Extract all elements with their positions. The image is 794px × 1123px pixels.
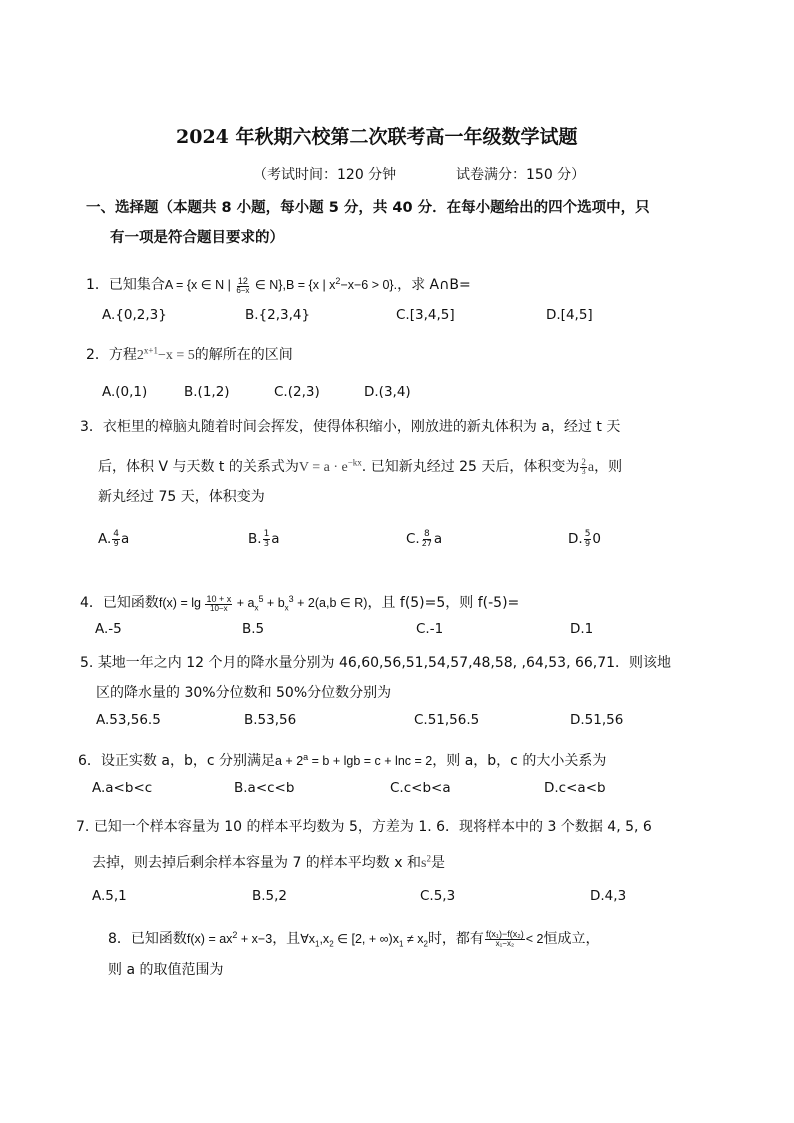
option-a: A.5,1 — [92, 888, 127, 904]
question-8-line2: 则 a 的取值范围为 — [108, 962, 224, 978]
option-d: D.51,56 — [570, 712, 624, 728]
option-d: D. $\frac{5}{9}$ 0 — [568, 529, 602, 548]
option-c: C.[3,4,5] — [396, 307, 455, 323]
question-5-line2: 区的降水量的 30%分位数和 50%分位数分别为 — [96, 685, 392, 701]
full-score: 试卷满分：150 分） — [456, 167, 586, 183]
option-c: C.51,56.5 — [414, 712, 480, 728]
option-b: B.a<c<b — [234, 780, 295, 796]
page-title: 2024 年秋期六校第二次联考高一年级数学试题 — [176, 126, 578, 148]
question-1 — [86, 274, 471, 295]
question-3-line3: 新丸经过 75 天，体积变为 — [98, 489, 265, 505]
option-c: C. $\frac{8}{27}$ a — [406, 529, 443, 548]
section-heading: 一、选择题（本题共 8 小题，每小题 5 分，共 40 分．在每小题给出的四个选项中，只 — [86, 200, 650, 216]
option-a: A.a<b<c — [92, 780, 153, 796]
exam-time: （考试时间：120 分钟 — [253, 167, 397, 183]
option-a: A.-5 — [95, 621, 122, 637]
option-b: B. $\frac{1}{3}$ a — [248, 529, 280, 548]
option-c: C.c<b<a — [390, 780, 451, 796]
section-heading-cont: 有一项是符合题目要求的） — [110, 230, 284, 246]
question-8: 8．已知函数$f(x) = ax^2 + x-3$，且$\forall x_1,x_2$ ∈ [2, + $\infty)x_1 \ne x_2$时，都有 $\frac{\text{f(x₁)−f(x₂)}}{\text{x₁−x₂}}$ < 2恒成立， — [108, 929, 600, 949]
option-d: D.[4,5] — [546, 307, 593, 323]
question-2: 2．方程$2^{x+1}-x = 5$的解所在的区间 — [86, 345, 293, 363]
formula: $a + 2^a = b + \lg b = c + \ln c = 2$ — [275, 751, 433, 768]
question-3: 3．衣柜里的樟脑丸随着时间会挥发，使得体积缩小，刚放进的新丸体积为 a，经过 t 天 — [80, 419, 621, 435]
question-number: 1． — [86, 277, 109, 293]
option-b: B.(1,2) — [184, 384, 230, 400]
question-5: 5. 某地一年之内 12 个月的降水量分别为 46,60,56,51,54,57,48,58, ,64,53, 66,71．则该地 — [80, 655, 672, 671]
option-c: C.-1 — [416, 621, 444, 637]
option-a: A.(0,1) — [102, 384, 148, 400]
formula: f(x) = lg $\frac{10 + x}{10-x}$ + $a_x^5 + b_x^3 + 2(a,b$ ∈ R) — [158, 593, 368, 613]
formula: $f(x) = ax^2 + x-3$ — [186, 929, 273, 946]
question-7-line2: 去掉，则去掉后剩余样本容量为 7 的样本平均数 x 和$s^2$是 — [92, 853, 445, 871]
question-3-line2: 后，体积 V 与天数 t 的关系式为$V = a \cdot e^{-kx}$. 已知新丸经过 25 天后，体积变为 $\frac{2}{3}$ a，则 — [98, 457, 623, 476]
option-d: D.4,3 — [590, 888, 627, 904]
formula: $2^{x+1}-x = 5$ — [136, 345, 195, 363]
option-b: B.5,2 — [252, 888, 288, 904]
option-b: B.5 — [242, 621, 265, 637]
formula: A = {x ∈ N | $\frac{12}{6-x}$ ∈ N},B = {x | $x^2-x-6 > 0$}. — [164, 275, 398, 295]
question-text: ，求 A∩B= — [397, 277, 471, 293]
option-a: A.{0,2,3} — [102, 307, 167, 323]
question-6: 6．设正实数 a，b，c 分别满足$a + 2^a = b + \lg b = c + \ln c = 2$，则 a，b，c 的大小关系为 — [78, 751, 607, 769]
option-b: B.53,56 — [244, 712, 297, 728]
option-d: D.c<a<b — [544, 780, 606, 796]
option-d: D.(3,4) — [364, 384, 411, 400]
formula: $V = a \cdot e^{-kx}$ — [298, 457, 362, 475]
option-a: A.53,56.5 — [96, 712, 161, 728]
question-text: 已知集合 — [108, 277, 165, 293]
option-c: C.(2,3) — [274, 384, 320, 400]
option-a: A. $\frac{4}{9}$ a — [98, 529, 130, 548]
option-c: C.5,3 — [420, 888, 456, 904]
option-d: D.1 — [570, 621, 594, 637]
question-7: 7. 已知一个样本容量为 10 的样本平均数为 5，方差为 1. 6．现将样本中的 3 个数据 4, 5, 6 — [76, 819, 652, 835]
option-b: B.{2,3,4} — [245, 307, 311, 323]
question-4: 4．已知函数f(x) = lg $\frac{10 + x}{10-x}$ + $a_x^5 + b_x^3 + 2(a,b$ ∈ R)，且 f(5)=5，则 f(-5)= — [80, 593, 520, 613]
